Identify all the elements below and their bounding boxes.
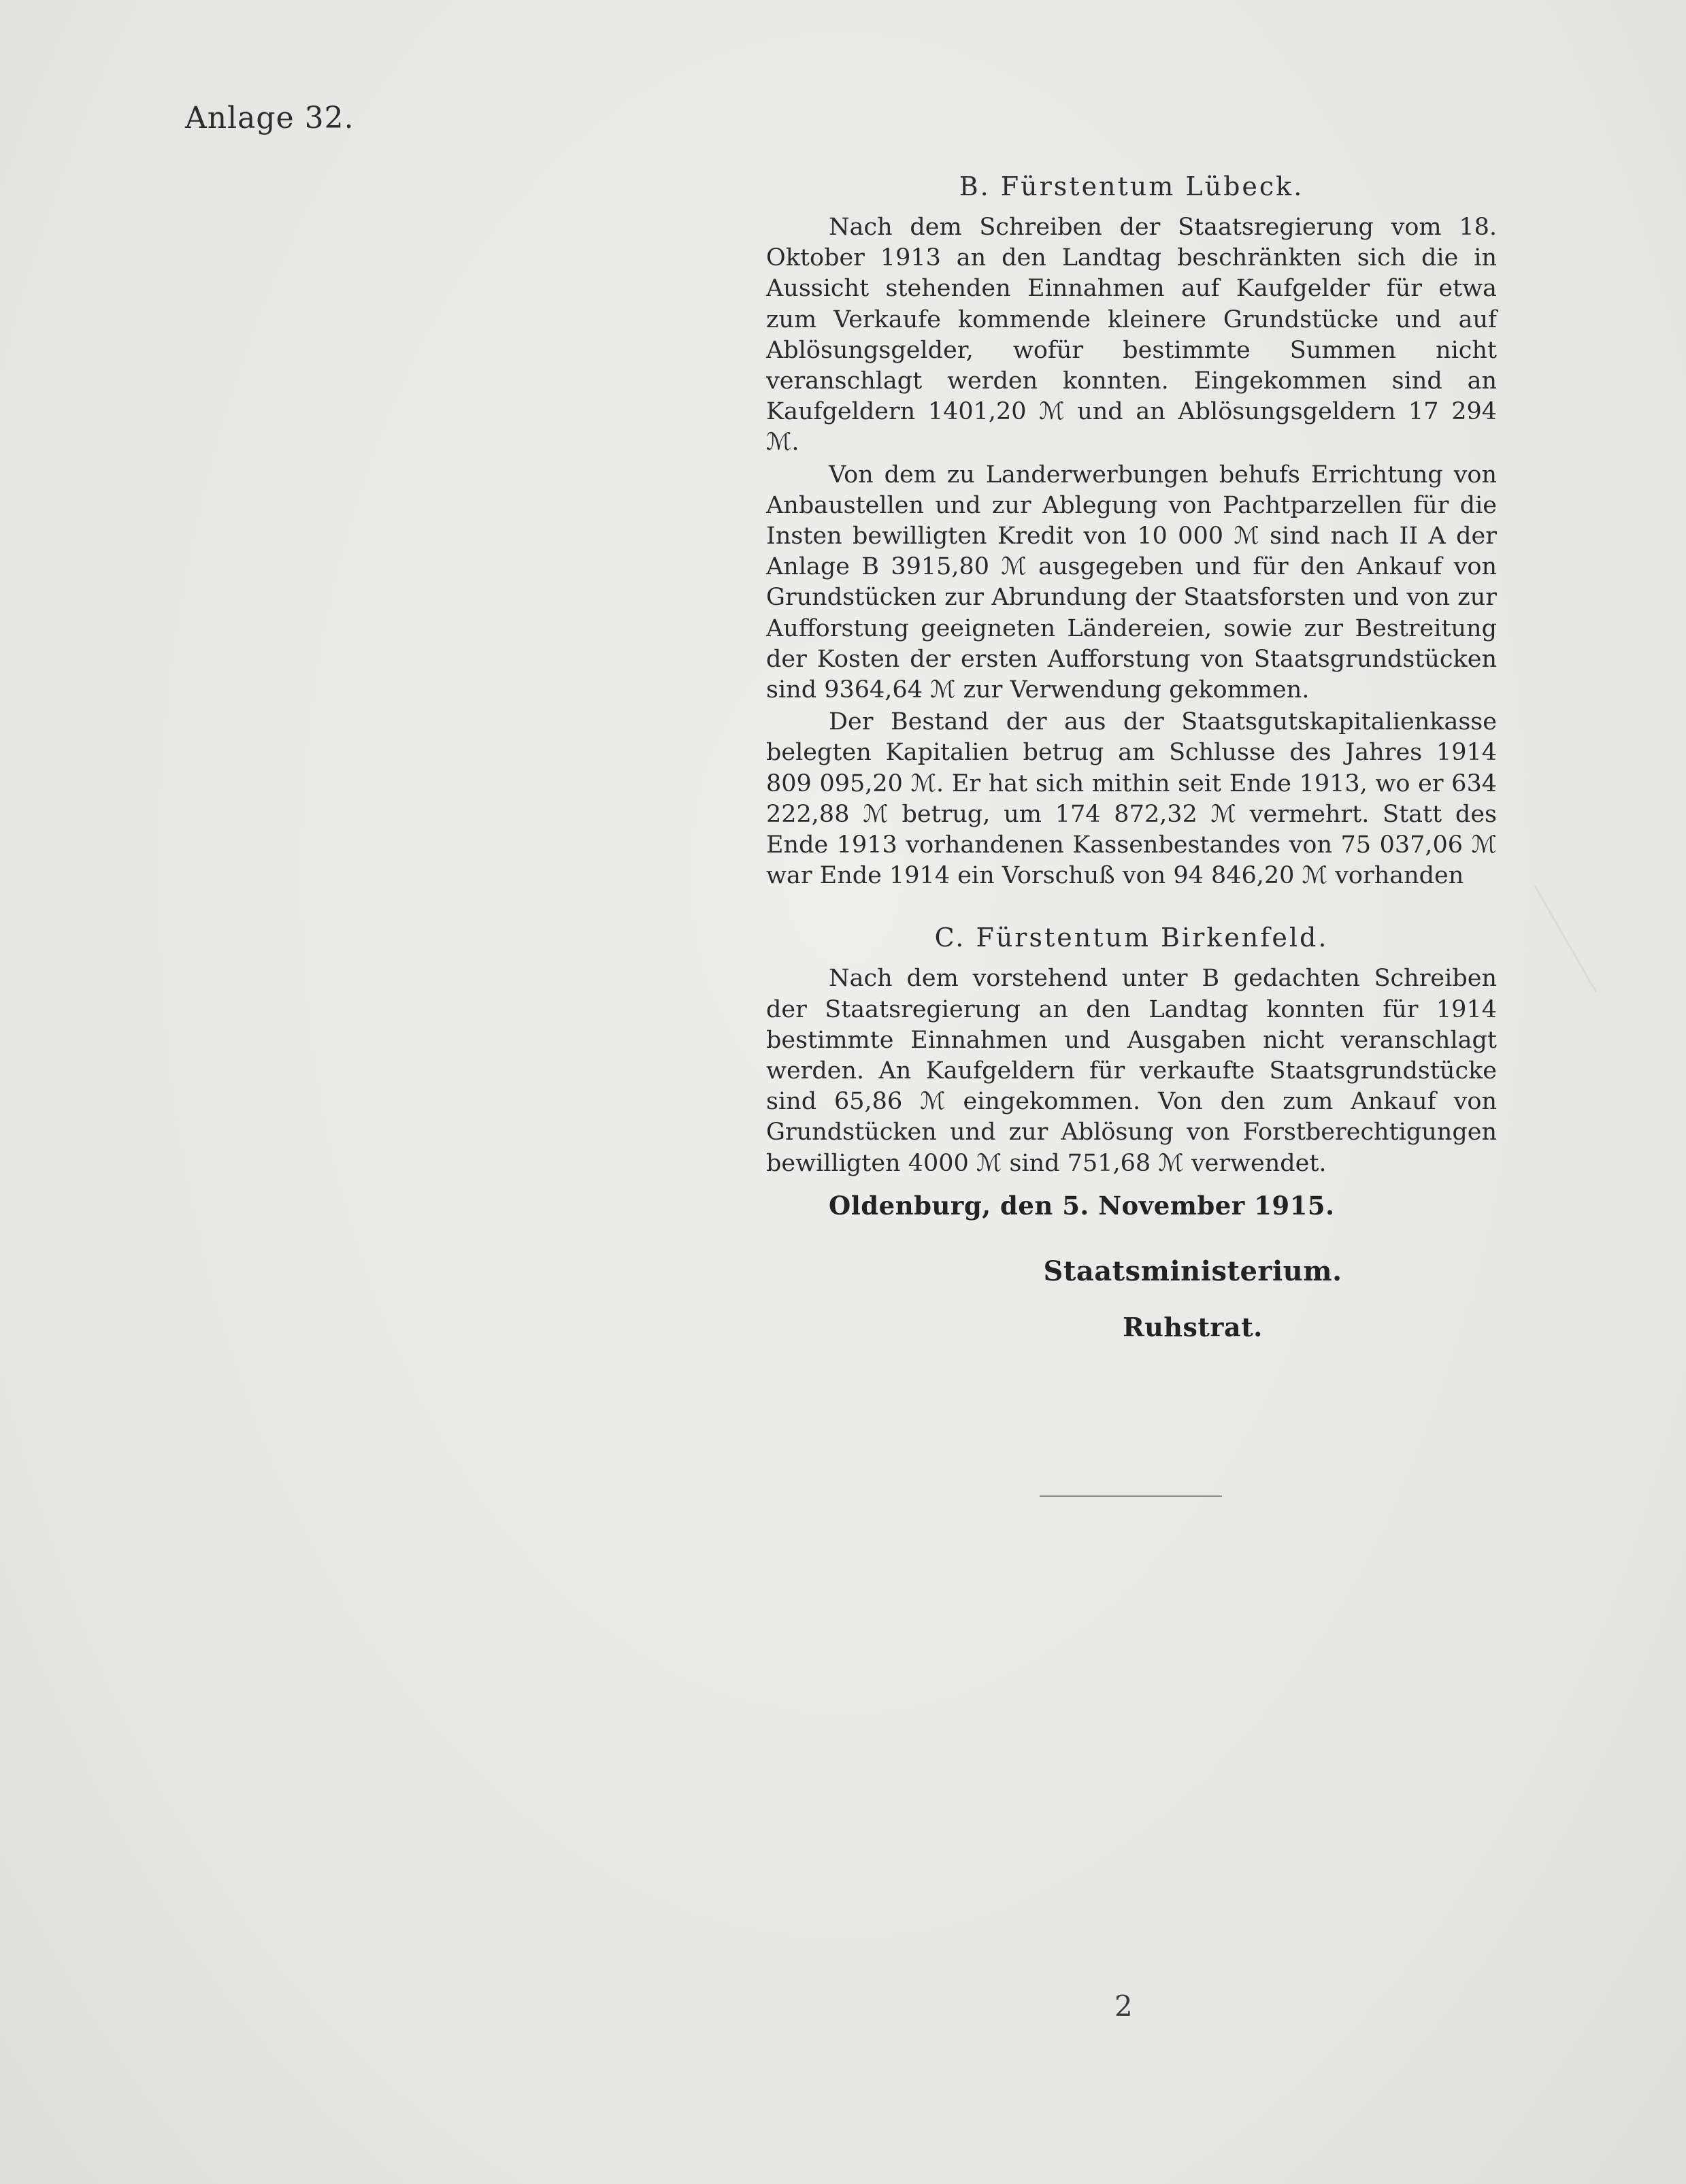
- page-number: 2: [1114, 1989, 1133, 2023]
- section-c-heading: C. Fürstentum Birkenfeld.: [934, 923, 1329, 953]
- date-line: Oldenburg, den 5. November 1915.: [829, 1191, 1335, 1221]
- section-b-paragraph-3: Der Bestand der aus der Staatsgutskapitalienkasse belegten Kapitalien betrug am Schlusse des Jahres 1914 809 095,20 ℳ. Er hat sich mithin seit Ende 1913, wo er 634 222,88 ℳ betrug, um 174 872,32 ℳ vermehrt. Statt des Ende 1913 vorhandenen Kassenbestandes von 75 037,06 ℳ war Ende 1914 ein Vorschuß von 94 846,20 ℳ vorhanden: [766, 708, 1497, 890]
- section-c-paragraph-1: Nach dem vorstehend unter B gedachten Schreiben der Staatsregierung an den Landtag konnten für 1914 bestimmte Einnahmen und Ausgaben nicht veranschlagt werden. An Kaufgeldern für verkaufte Staatsgrundstücke sind 65,86 ℳ eingekommen. Von den zum Ankauf von Grundstücken und zur Ablösung von Forstberechtigungen bewilligten 4000 ℳ sind 751,68 ℳ verwendet.: [766, 965, 1497, 1177]
- section-b-paragraph-2: Von dem zu Landerwerbungen behufs Errichtung von Anbaustellen und zur Ablegung von Pachtparzellen für die Insten bewilligten Kredit von 10 000 ℳ sind nach II A der Anlage B 3915,80 ℳ ausgegeben und für den Ankauf von Grundstücken zur Abrundung der Staatsforsten und von zur Aufforstung geeigneten Ländereien, sowie zur Bestreitung der Kosten der ersten Aufforstung von Staatsgrundstücken sind 9364,64 ℳ zur Verwendung gekommen.: [766, 461, 1497, 704]
- divider-rule: [1040, 1495, 1222, 1497]
- ministry-name: Staatsministerium.: [1043, 1255, 1342, 1287]
- section-b-heading: B. Fürstentum Lübeck.: [959, 171, 1304, 201]
- section-b-paragraph-1: Nach dem Schreiben der Staatsregierung vom 18. Oktober 1913 an den Landtag beschränkten sich die in Aussicht stehenden Einnahmen auf Kaufgelder für etwa zum Verkaufe kommende kleinere Grundstücke und auf Ablösungsgelder, wofür bestimmte Summen nicht veranschlagt werden konnten. Eingekommen sind an Kaufgeldern 1401,20 ℳ und an Ablösungsgeldern 17 294 ℳ.: [766, 214, 1497, 457]
- page-label: Anlage 32.: [185, 101, 354, 135]
- signature: Ruhstrat.: [1123, 1312, 1263, 1342]
- text-column: [766, 170, 1497, 1180]
